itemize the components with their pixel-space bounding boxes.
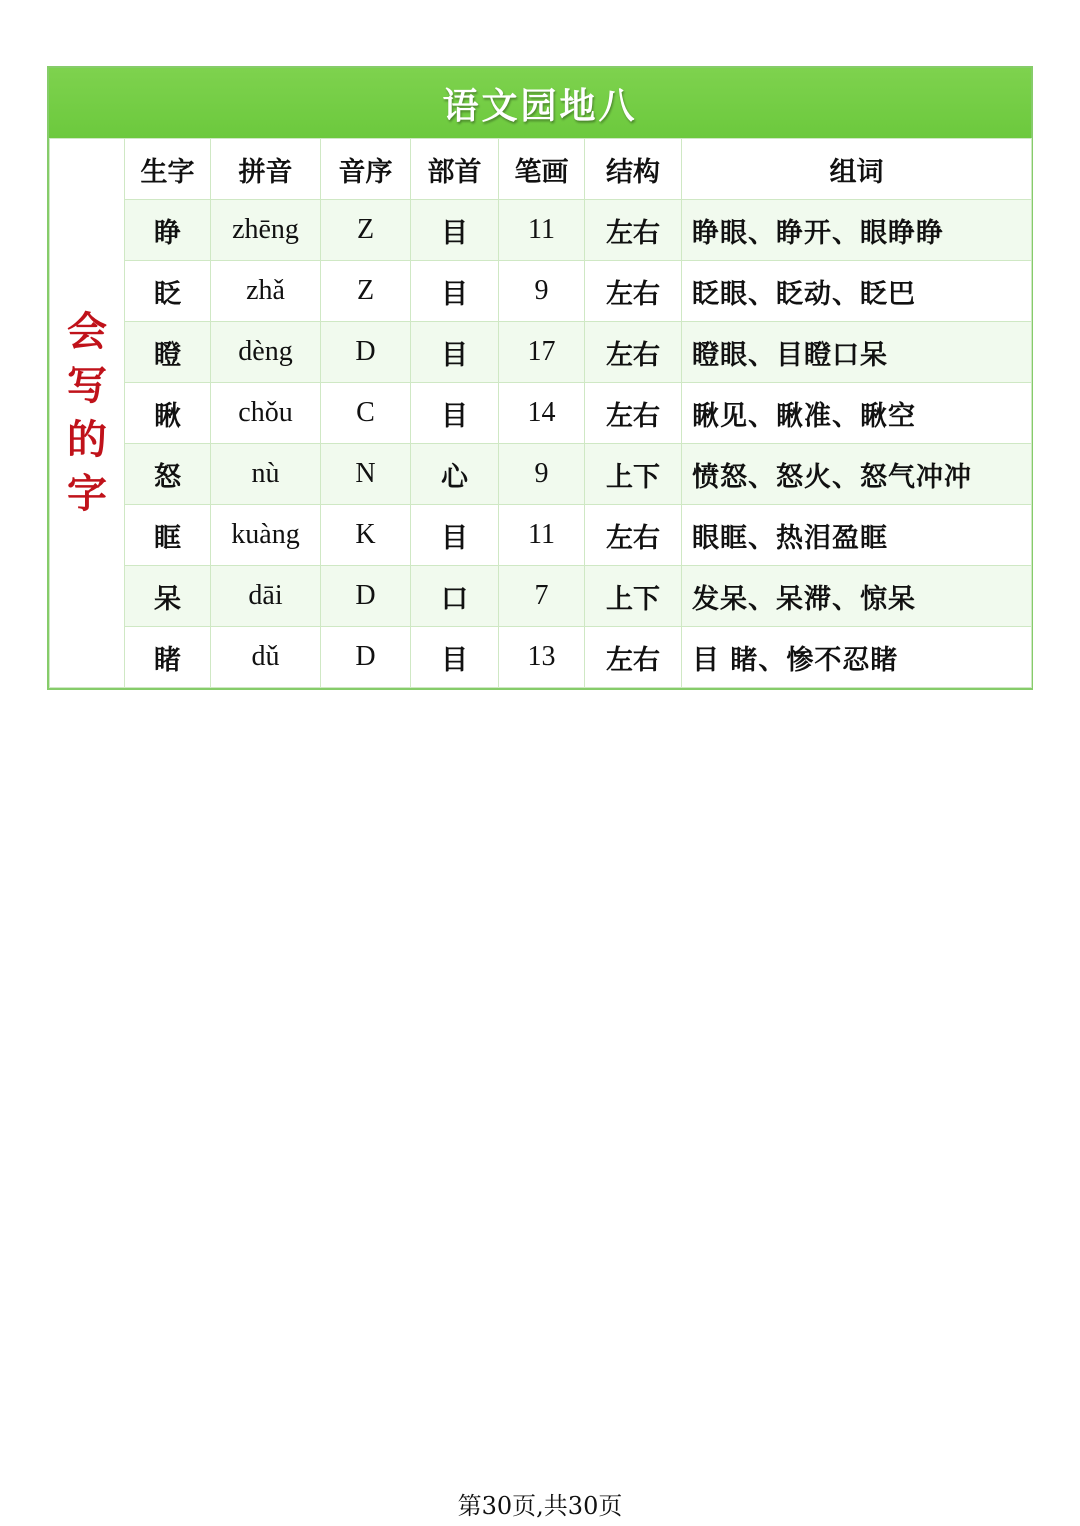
cell-radical: 目 <box>411 383 499 444</box>
cell-char: 呆 <box>125 566 211 627</box>
cell-words: 瞪眼、目瞪口呆 <box>682 322 1032 383</box>
cell-char: 眶 <box>125 505 211 566</box>
cell-letter: C <box>321 383 411 444</box>
table-row <box>50 261 1032 322</box>
cell-words: 睁眼、睁开、眼睁睁 <box>682 200 1032 261</box>
table-title: 语文园地八 <box>49 68 1031 138</box>
cell-letter: D <box>321 566 411 627</box>
side-label-char: 会 <box>67 308 107 355</box>
cell-structure: 上下 <box>585 566 682 627</box>
cell-letter: K <box>321 505 411 566</box>
cell-letter: D <box>321 322 411 383</box>
cell-char: 睹 <box>125 627 211 688</box>
cell-structure: 左右 <box>585 383 682 444</box>
cell-letter: N <box>321 444 411 505</box>
side-label-char: 字 <box>67 470 107 517</box>
cell-radical: 目 <box>411 200 499 261</box>
cell-strokes: 9 <box>499 444 585 505</box>
cell-radical: 目 <box>411 261 499 322</box>
cell-strokes: 14 <box>499 383 585 444</box>
header-strokes: 笔画 <box>499 139 585 200</box>
cell-words: 目 睹、惨不忍睹 <box>682 627 1032 688</box>
table-row <box>50 200 1032 261</box>
cell-structure: 上下 <box>585 444 682 505</box>
header-letter: 音序 <box>321 139 411 200</box>
cell-char: 睁 <box>125 200 211 261</box>
cell-words: 愤怒、怒火、怒气冲冲 <box>682 444 1032 505</box>
cell-radical: 目 <box>411 505 499 566</box>
table-row <box>50 627 1032 688</box>
cell-strokes: 11 <box>499 505 585 566</box>
cell-char: 眨 <box>125 261 211 322</box>
table-row <box>50 383 1032 444</box>
cell-structure: 左右 <box>585 322 682 383</box>
vocab-table <box>49 138 1032 688</box>
table-row <box>50 322 1032 383</box>
cell-structure: 左右 <box>585 505 682 566</box>
header-pinyin: 拼音 <box>211 139 321 200</box>
cell-radical: 目 <box>411 627 499 688</box>
header-char: 生字 <box>125 139 211 200</box>
header-radical: 部首 <box>411 139 499 200</box>
cell-pinyin: zhǎ <box>211 261 321 322</box>
header-structure: 结构 <box>585 139 682 200</box>
cell-structure: 左右 <box>585 200 682 261</box>
cell-pinyin: dāi <box>211 566 321 627</box>
cell-words: 眼眶、热泪盈眶 <box>682 505 1032 566</box>
cell-pinyin: chǒu <box>211 383 321 444</box>
cell-pinyin: dèng <box>211 322 321 383</box>
table-row <box>50 566 1032 627</box>
cell-letter: Z <box>321 261 411 322</box>
page-footer: 第30页,共30页 <box>457 1492 623 1520</box>
cell-structure: 左右 <box>585 627 682 688</box>
side-label <box>50 139 125 688</box>
table-row <box>50 505 1032 566</box>
header-row <box>50 139 1032 200</box>
table-row <box>50 444 1032 505</box>
cell-char: 瞪 <box>125 322 211 383</box>
cell-pinyin: dǔ <box>211 627 321 688</box>
cell-words: 发呆、呆滞、惊呆 <box>682 566 1032 627</box>
cell-pinyin: zhēng <box>211 200 321 261</box>
cell-words: 眨眼、眨动、眨巴 <box>682 261 1032 322</box>
cell-strokes: 9 <box>499 261 585 322</box>
cell-char: 怒 <box>125 444 211 505</box>
cell-strokes: 11 <box>499 200 585 261</box>
cell-strokes: 17 <box>499 322 585 383</box>
cell-radical: 目 <box>411 322 499 383</box>
cell-letter: Z <box>321 200 411 261</box>
cell-strokes: 13 <box>499 627 585 688</box>
cell-strokes: 7 <box>499 566 585 627</box>
header-words: 组词 <box>682 139 1032 200</box>
cell-radical: 口 <box>411 566 499 627</box>
vocab-table-card <box>47 66 1033 690</box>
cell-letter: D <box>321 627 411 688</box>
cell-words: 瞅见、瞅准、瞅空 <box>682 383 1032 444</box>
cell-structure: 左右 <box>585 261 682 322</box>
cell-radical: 心 <box>411 444 499 505</box>
cell-char: 瞅 <box>125 383 211 444</box>
cell-pinyin: kuàng <box>211 505 321 566</box>
side-label-char: 的 <box>67 416 107 463</box>
side-label-char: 写 <box>67 362 107 409</box>
cell-pinyin: nù <box>211 444 321 505</box>
